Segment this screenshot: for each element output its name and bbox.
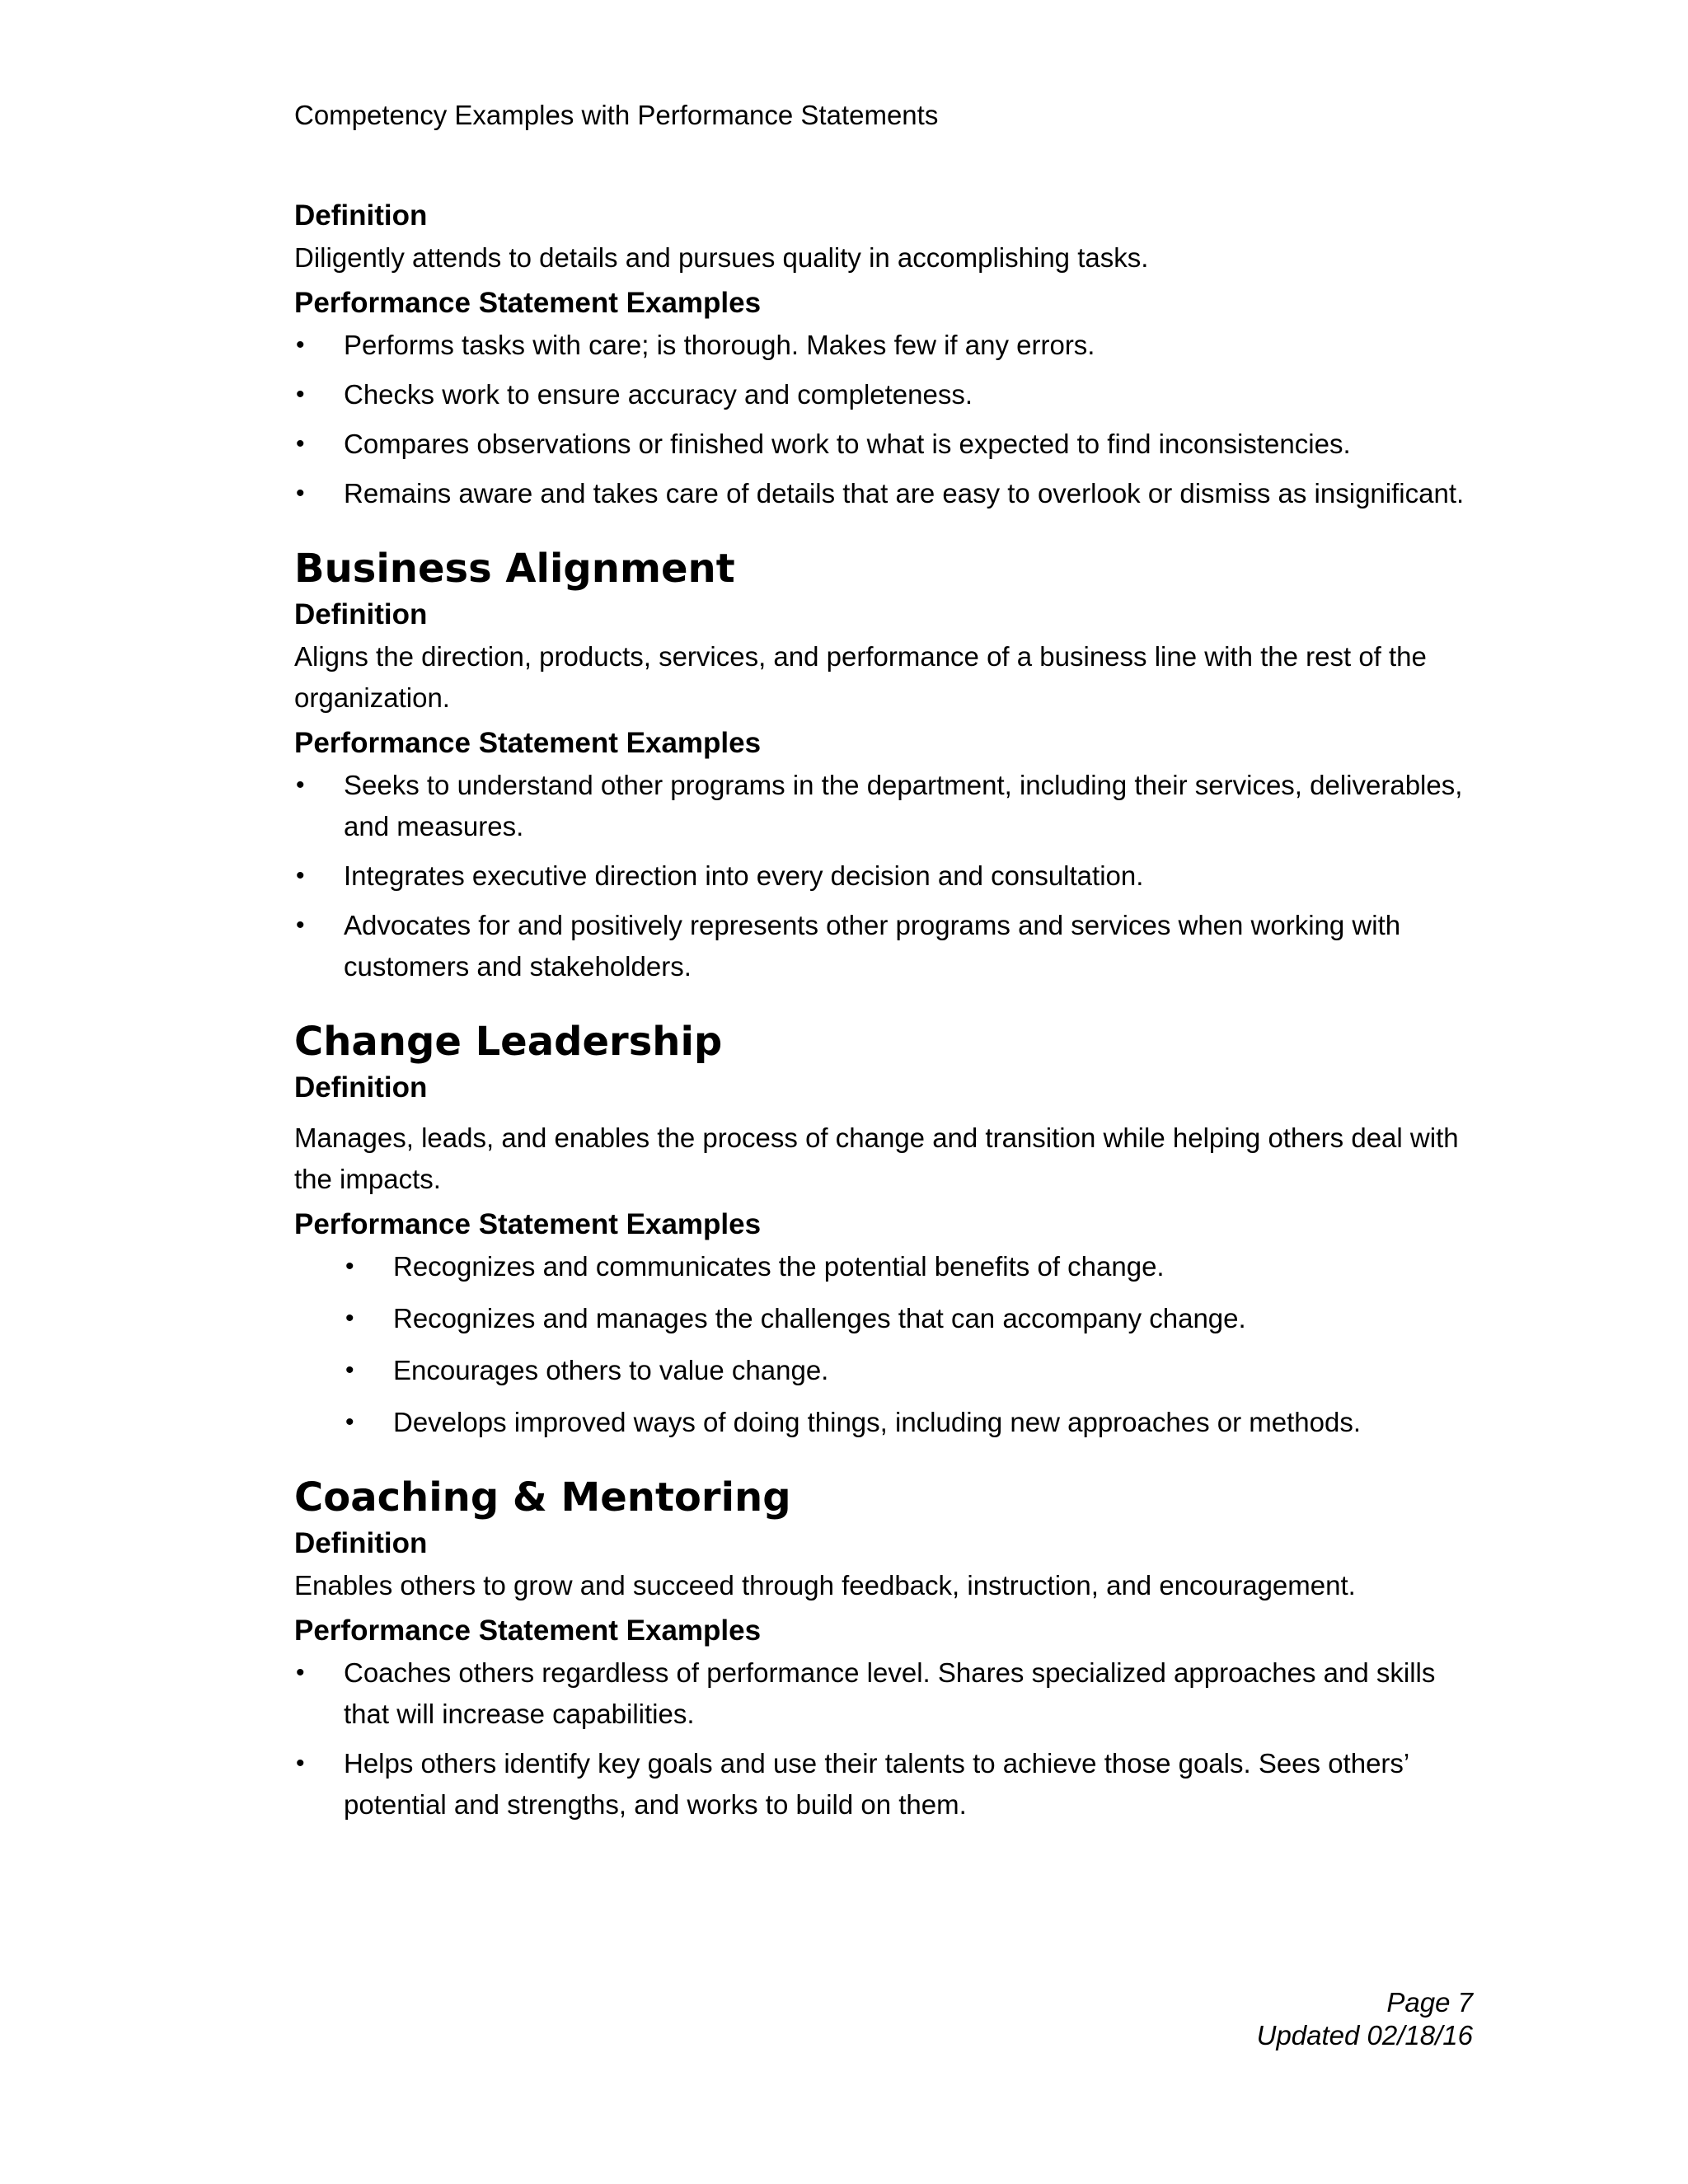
definition-text: Diligently attends to details and pursues quality in accomplishing tasks. <box>294 242 1149 273</box>
list-item <box>294 374 1473 415</box>
section-change-leadership <box>294 1017 1473 1443</box>
section-business-alignment <box>294 544 1473 987</box>
list-item <box>294 1743 1473 1825</box>
examples-heading: Performance Statement Examples <box>294 287 762 319</box>
examples-heading: Performance Statement Examples <box>294 727 762 759</box>
list-item <box>294 905 1473 987</box>
list-item-text: Performs tasks with care; is thorough. Makes few if any errors. <box>344 330 1095 360</box>
list-item-text: Recognizes and communicates the potential benefits of change. <box>393 1251 1165 1282</box>
bullet-icon: • <box>296 1659 305 1686</box>
bullet-icon: • <box>345 1408 354 1436</box>
document-content <box>294 198 1473 1834</box>
list-item <box>294 424 1473 465</box>
definition-heading: Definition <box>294 598 428 630</box>
list-item <box>294 1402 1473 1443</box>
definition-text: Manages, leads, and enables the process of change and transition while helping others deal with the impacts. <box>294 1122 1459 1194</box>
bullet-icon: • <box>296 381 305 408</box>
bullet-icon: • <box>296 1750 305 1777</box>
list-item <box>294 1298 1473 1339</box>
examples-heading: Performance Statement Examples <box>294 1208 762 1240</box>
examples-list <box>294 765 1473 987</box>
list-item-text: Advocates for and positively represents other programs and services when working with customers and stakeholders. <box>344 910 1401 982</box>
definition-text: Enables others to grow and succeed through feedback, instruction, and encouragement. <box>294 1570 1356 1601</box>
bullet-icon: • <box>345 1305 354 1332</box>
examples-list <box>294 325 1473 514</box>
bullet-icon: • <box>296 771 305 799</box>
section-title: Change Leadership <box>294 1019 723 1065</box>
document-header: Competency Examples with Performance Statements <box>294 100 939 130</box>
definition-heading: Definition <box>294 199 428 232</box>
list-item-text: Checks work to ensure accuracy and completeness. <box>344 379 973 410</box>
list-item-text: Coaches others regardless of performance level. Shares specialized approaches and skills that will increase capabilities. <box>344 1657 1436 1729</box>
bullet-icon: • <box>345 1253 354 1280</box>
section-title: Business Alignment <box>294 546 735 592</box>
bullet-icon: • <box>296 912 305 939</box>
updated-date: Updated 02/18/16 <box>1256 2020 1473 2050</box>
examples-heading: Performance Statement Examples <box>294 1615 762 1647</box>
examples-list <box>294 1246 1473 1443</box>
bullet-icon: • <box>296 430 305 457</box>
definition-heading: Definition <box>294 1071 428 1104</box>
list-item-text: Recognizes and manages the challenges that can accompany change. <box>393 1303 1246 1333</box>
list-item-text: Develops improved ways of doing things, including new approaches or methods. <box>393 1407 1361 1437</box>
section-coaching-mentoring <box>294 1473 1473 1825</box>
document-footer <box>1257 1986 1473 2052</box>
list-item-text: Compares observations or finished work to what is expected to find inconsistencies. <box>344 429 1351 459</box>
bullet-icon: • <box>296 480 305 507</box>
section-title: Coaching & Mentoring <box>294 1474 791 1521</box>
bullet-icon: • <box>296 862 305 889</box>
document-page <box>294 0 1473 2184</box>
examples-list <box>294 1652 1473 1825</box>
list-item <box>294 855 1473 897</box>
list-item <box>294 1246 1473 1287</box>
definition-text: Aligns the direction, products, services, and performance of a business line with the rest of the organization. <box>294 641 1427 713</box>
list-item-text: Remains aware and takes care of details that are easy to overlook or dismiss as insignificant. <box>344 478 1465 509</box>
intro-competency <box>294 198 1473 514</box>
list-item <box>294 473 1473 514</box>
bullet-icon: • <box>345 1357 354 1384</box>
list-item-text: Helps others identify key goals and use their talents to achieve those goals. Sees others’ potential and strengths, and works to build on them. <box>344 1748 1409 1820</box>
list-item <box>294 1350 1473 1391</box>
page-number: Page 7 <box>1386 1987 1473 2018</box>
bullet-icon: • <box>296 331 305 359</box>
list-item <box>294 1652 1473 1735</box>
list-item-text: Integrates executive direction into every decision and consultation. <box>344 860 1144 891</box>
list-item-text: Seeks to understand other programs in the department, including their services, deliverables, and measures. <box>344 770 1463 841</box>
definition-heading: Definition <box>294 1527 428 1559</box>
list-item-text: Encourages others to value change. <box>393 1355 829 1385</box>
list-item <box>294 765 1473 847</box>
list-item <box>294 325 1473 366</box>
